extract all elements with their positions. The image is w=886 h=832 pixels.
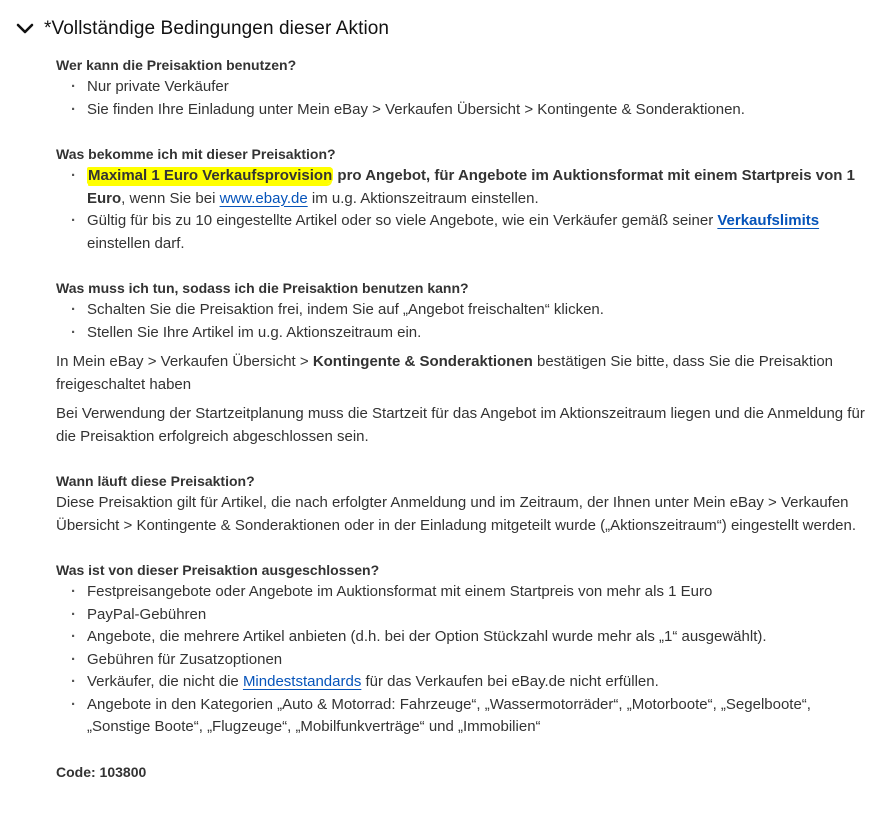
section-excluded — [56, 559, 866, 739]
text: im u.g. Aktionszeitraum einstellen. — [307, 189, 539, 207]
terms-content — [56, 54, 866, 783]
highlighted-text: Maximal 1 Euro Verkaufsprovision — [88, 167, 333, 184]
list-item: · Sie finden Ihre Einladung unter Mein eBay > Verkaufen Übersicht > Kontingente & Sonderaktionen. — [71, 99, 866, 122]
bold-text: pro Angebot, für Angebote im Auktionsformat mit einem Startpreis von 1 Euro — [87, 167, 855, 207]
bullet-list — [56, 165, 866, 255]
list-item: · Angebote, die mehrere Artikel anbieten (d.h. bei der Option Stückzahl wurde mehr als „1“ ausgewählt). — [71, 626, 866, 649]
text: Verkäufer, die nicht die — [87, 673, 243, 690]
section-question: Was bekomme ich mit dieser Preisaktion? — [56, 146, 336, 162]
bold-text: Kontingente & Sonderaktionen — [312, 353, 533, 370]
list-item: · Stellen Sie Ihre Artikel im u.g. Aktionszeitraum ein. — [71, 322, 866, 345]
bullet-list — [56, 581, 866, 739]
promo-code: Code: 103800 — [56, 763, 147, 780]
paragraph: Bei Verwendung der Startzeitplanung muss die Startzeit für das Angebot im Aktionszeitraum liegen und die Anmeldung für die Preisaktion erfolgreich abgeschlossen sein. — [56, 405, 865, 445]
terms-accordion-header[interactable] — [14, 14, 389, 44]
bullet-list — [56, 76, 866, 121]
list-item: · Nur private Verkäufer — [71, 76, 866, 99]
section-question: Wann läuft diese Preisaktion? — [56, 473, 255, 489]
section-how — [56, 277, 866, 448]
text: bestätigen Sie bitte, dass Sie die Preisaktion freigeschaltet haben — [56, 353, 834, 393]
ebay-de-link[interactable]: www.ebay.de — [219, 189, 308, 207]
text: In Mein eBay > Verkaufen Übersicht > — [56, 353, 313, 370]
list-item — [71, 210, 866, 255]
list-item — [71, 671, 866, 694]
list-item: · PayPal-Gebühren — [71, 604, 866, 627]
list-item: · Festpreisangebote oder Angebote im Auktionsformat mit einem Startpreis von mehr als 1 Euro — [71, 581, 866, 604]
paragraph — [56, 351, 866, 396]
section-question: Was muss ich tun, sodass ich die Preisaktion benutzen kann? — [56, 280, 469, 296]
verkaufslimits-link[interactable]: Verkaufslimits — [717, 212, 820, 229]
text: Gültig für bis zu 10 eingestellte Artikel oder so viele Angebote, wie ein Verkäufer gemäß seiner — [87, 212, 718, 229]
list-item — [71, 165, 866, 210]
section-who — [56, 54, 866, 121]
section-when — [56, 470, 866, 537]
accordion-title: *Vollständige Bedingungen dieser Aktion — [44, 18, 390, 39]
chevron-down-icon[interactable] — [14, 18, 36, 40]
list-item: · Angebote in den Kategorien „Auto & Motorrad: Fahrzeuge“, „Wassermotorräder“, „Motorboote“, „Segelboote“, „Sonstige Boote“, „Flugzeuge“, „Mobilfunkverträge“ und „Immobilien“ — [71, 694, 866, 739]
list-item: · Schalten Sie die Preisaktion frei, indem Sie auf „Angebot freischalten“ klicken. — [71, 299, 866, 322]
mindeststandards-link[interactable]: Mindeststandards — [242, 673, 362, 690]
text: , wenn Sie bei — [121, 189, 220, 207]
list-item: · Gebühren für Zusatzoptionen — [71, 649, 866, 672]
section-what-get — [56, 143, 866, 255]
section-question: Wer kann die Preisaktion benutzen? — [56, 57, 297, 73]
paragraph: Diese Preisaktion gilt für Artikel, die nach erfolgter Anmeldung und im Zeitraum, der Ihnen unter Mein eBay > Verkaufen Übersicht > Kontingente & Sonderaktionen oder in der Einladung mitgeteilt wurde („Aktionszeitraum“) eingestellt werden. — [56, 494, 857, 534]
bullet-list — [56, 299, 866, 344]
text: einstellen darf. — [87, 234, 185, 252]
section-question: Was ist von dieser Preisaktion ausgeschlossen? — [56, 562, 380, 578]
text: für das Verkaufen bei eBay.de nicht erfüllen. — [361, 673, 659, 690]
